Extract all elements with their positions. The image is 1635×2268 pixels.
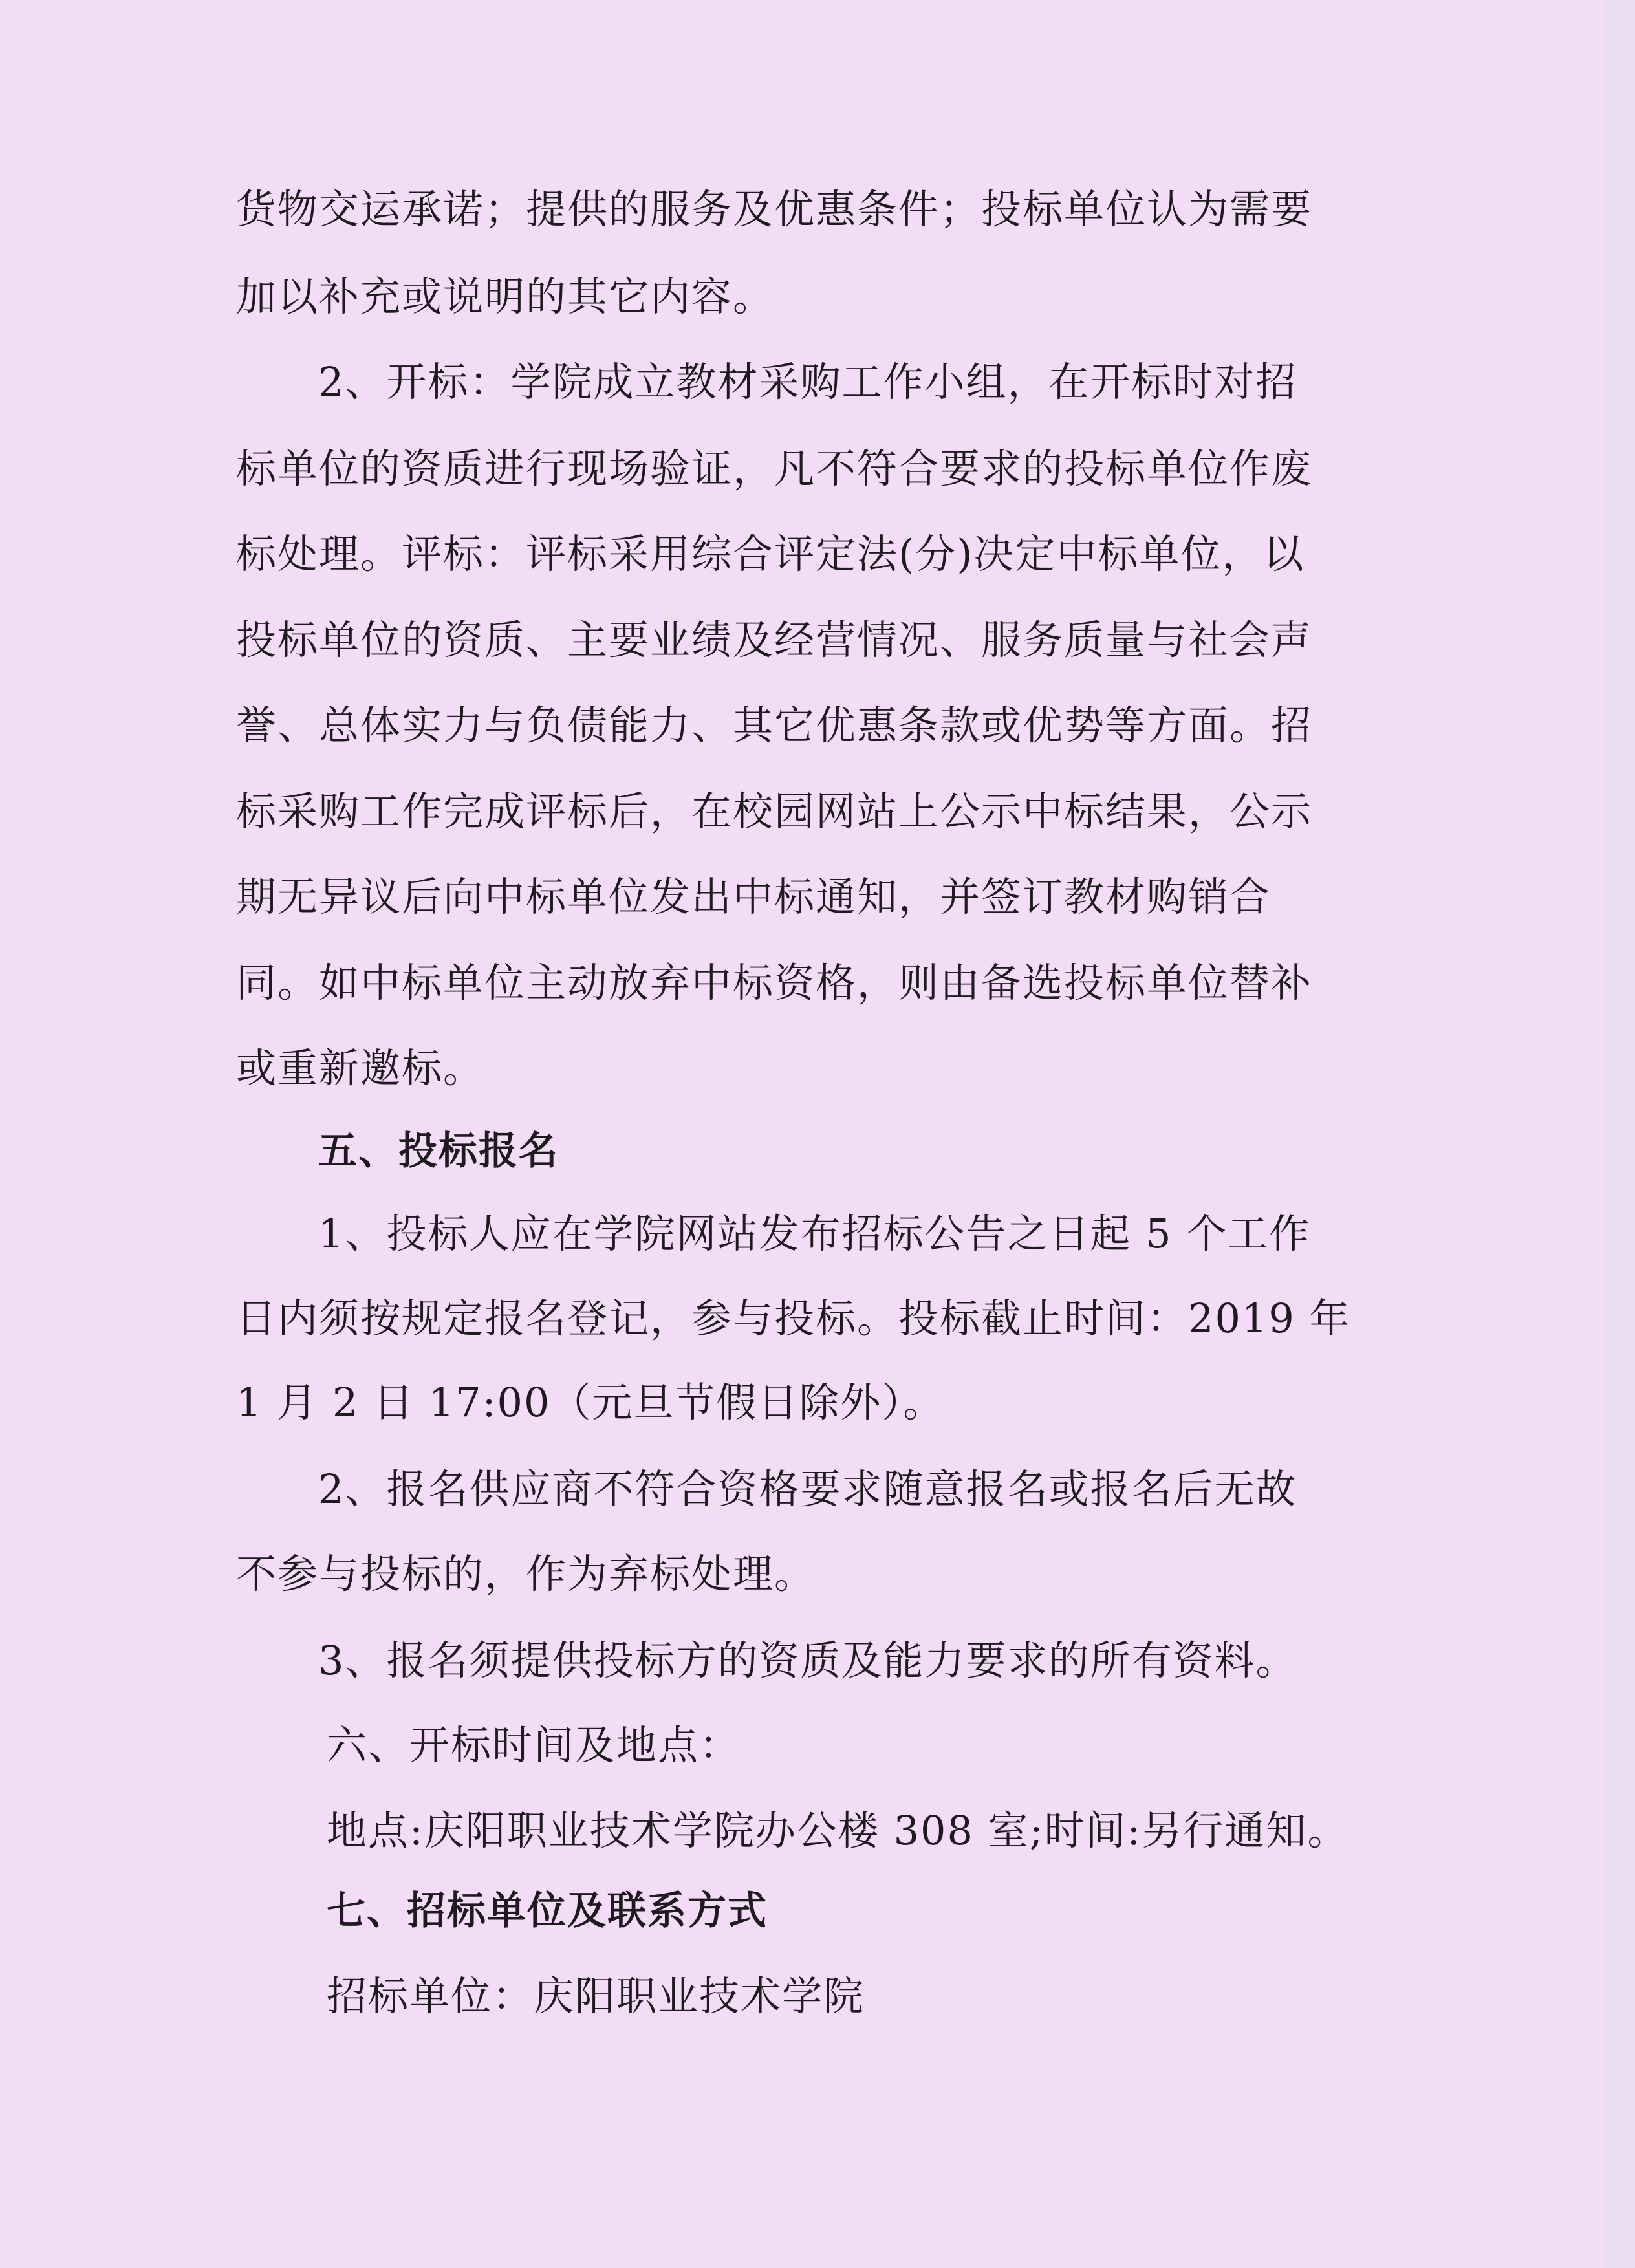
paragraph-line: 誉、总体实力与负债能力、其它优惠条款或优势等方面。招 xyxy=(236,702,1313,749)
paragraph-line: 同。如中标单位主动放弃中标资格，则由备选投标单位替补 xyxy=(236,959,1313,1006)
paragraph-line: 标单位的资质进行现场验证，凡不符合要求的投标单位作废 xyxy=(236,445,1313,492)
section-heading-6: 六、开标时间及地点： xyxy=(327,1722,741,1769)
scan-edge xyxy=(1604,0,1635,2268)
paragraph-line: 2、开标：学院成立教材采购工作小组，在开标时对招 xyxy=(318,358,1297,405)
paragraph-line: 标采购工作完成评标后，在校园网站上公示中标结果，公示 xyxy=(236,788,1313,835)
paragraph-line: 投标单位的资质、主要业绩及经营情况、服务质量与社会声 xyxy=(236,616,1313,664)
paragraph-line: 加以补充或说明的其它内容。 xyxy=(236,273,775,320)
paragraph-line: 不参与投标的，作为弃标处理。 xyxy=(236,1550,816,1597)
paragraph-line: 货物交运承诺；提供的服务及优惠条件；投标单位认为需要 xyxy=(236,186,1313,233)
paragraph-line: 日内须按规定报名登记，参与投标。投标截止时间：2019 年 xyxy=(236,1295,1351,1342)
paragraph-line: 地点:庆阳职业技术学院办公楼 308 室;时间:另行通知。 xyxy=(327,1807,1349,1854)
section-heading-5: 五、投标报名 xyxy=(318,1129,559,1174)
paragraph-line: 1、投标人应在学院网站发布招标公告之日起 5 个工作 xyxy=(318,1210,1311,1257)
paragraph-line: 3、报名须提供投标方的资质及能力要求的所有资料。 xyxy=(318,1637,1297,1684)
paragraph-line: 期无异议后向中标单位发出中标通知，并签订教材购销合 xyxy=(236,873,1272,920)
paragraph-line: 标处理。评标：评标采用综合评定法(分)决定中标单位，以 xyxy=(236,530,1305,578)
section-heading-7: 七、招标单位及联系方式 xyxy=(327,1888,768,1934)
paragraph-line: 招标单位：庆阳职业技术学院 xyxy=(327,1972,865,2020)
paragraph-line: 1 月 2 日 17:00（元旦节假日除外）。 xyxy=(236,1379,945,1426)
paragraph-line: 或重新邀标。 xyxy=(236,1044,485,1092)
paragraph-line: 2、报名供应商不符合资格要求随意报名或报名后无故 xyxy=(318,1465,1297,1513)
